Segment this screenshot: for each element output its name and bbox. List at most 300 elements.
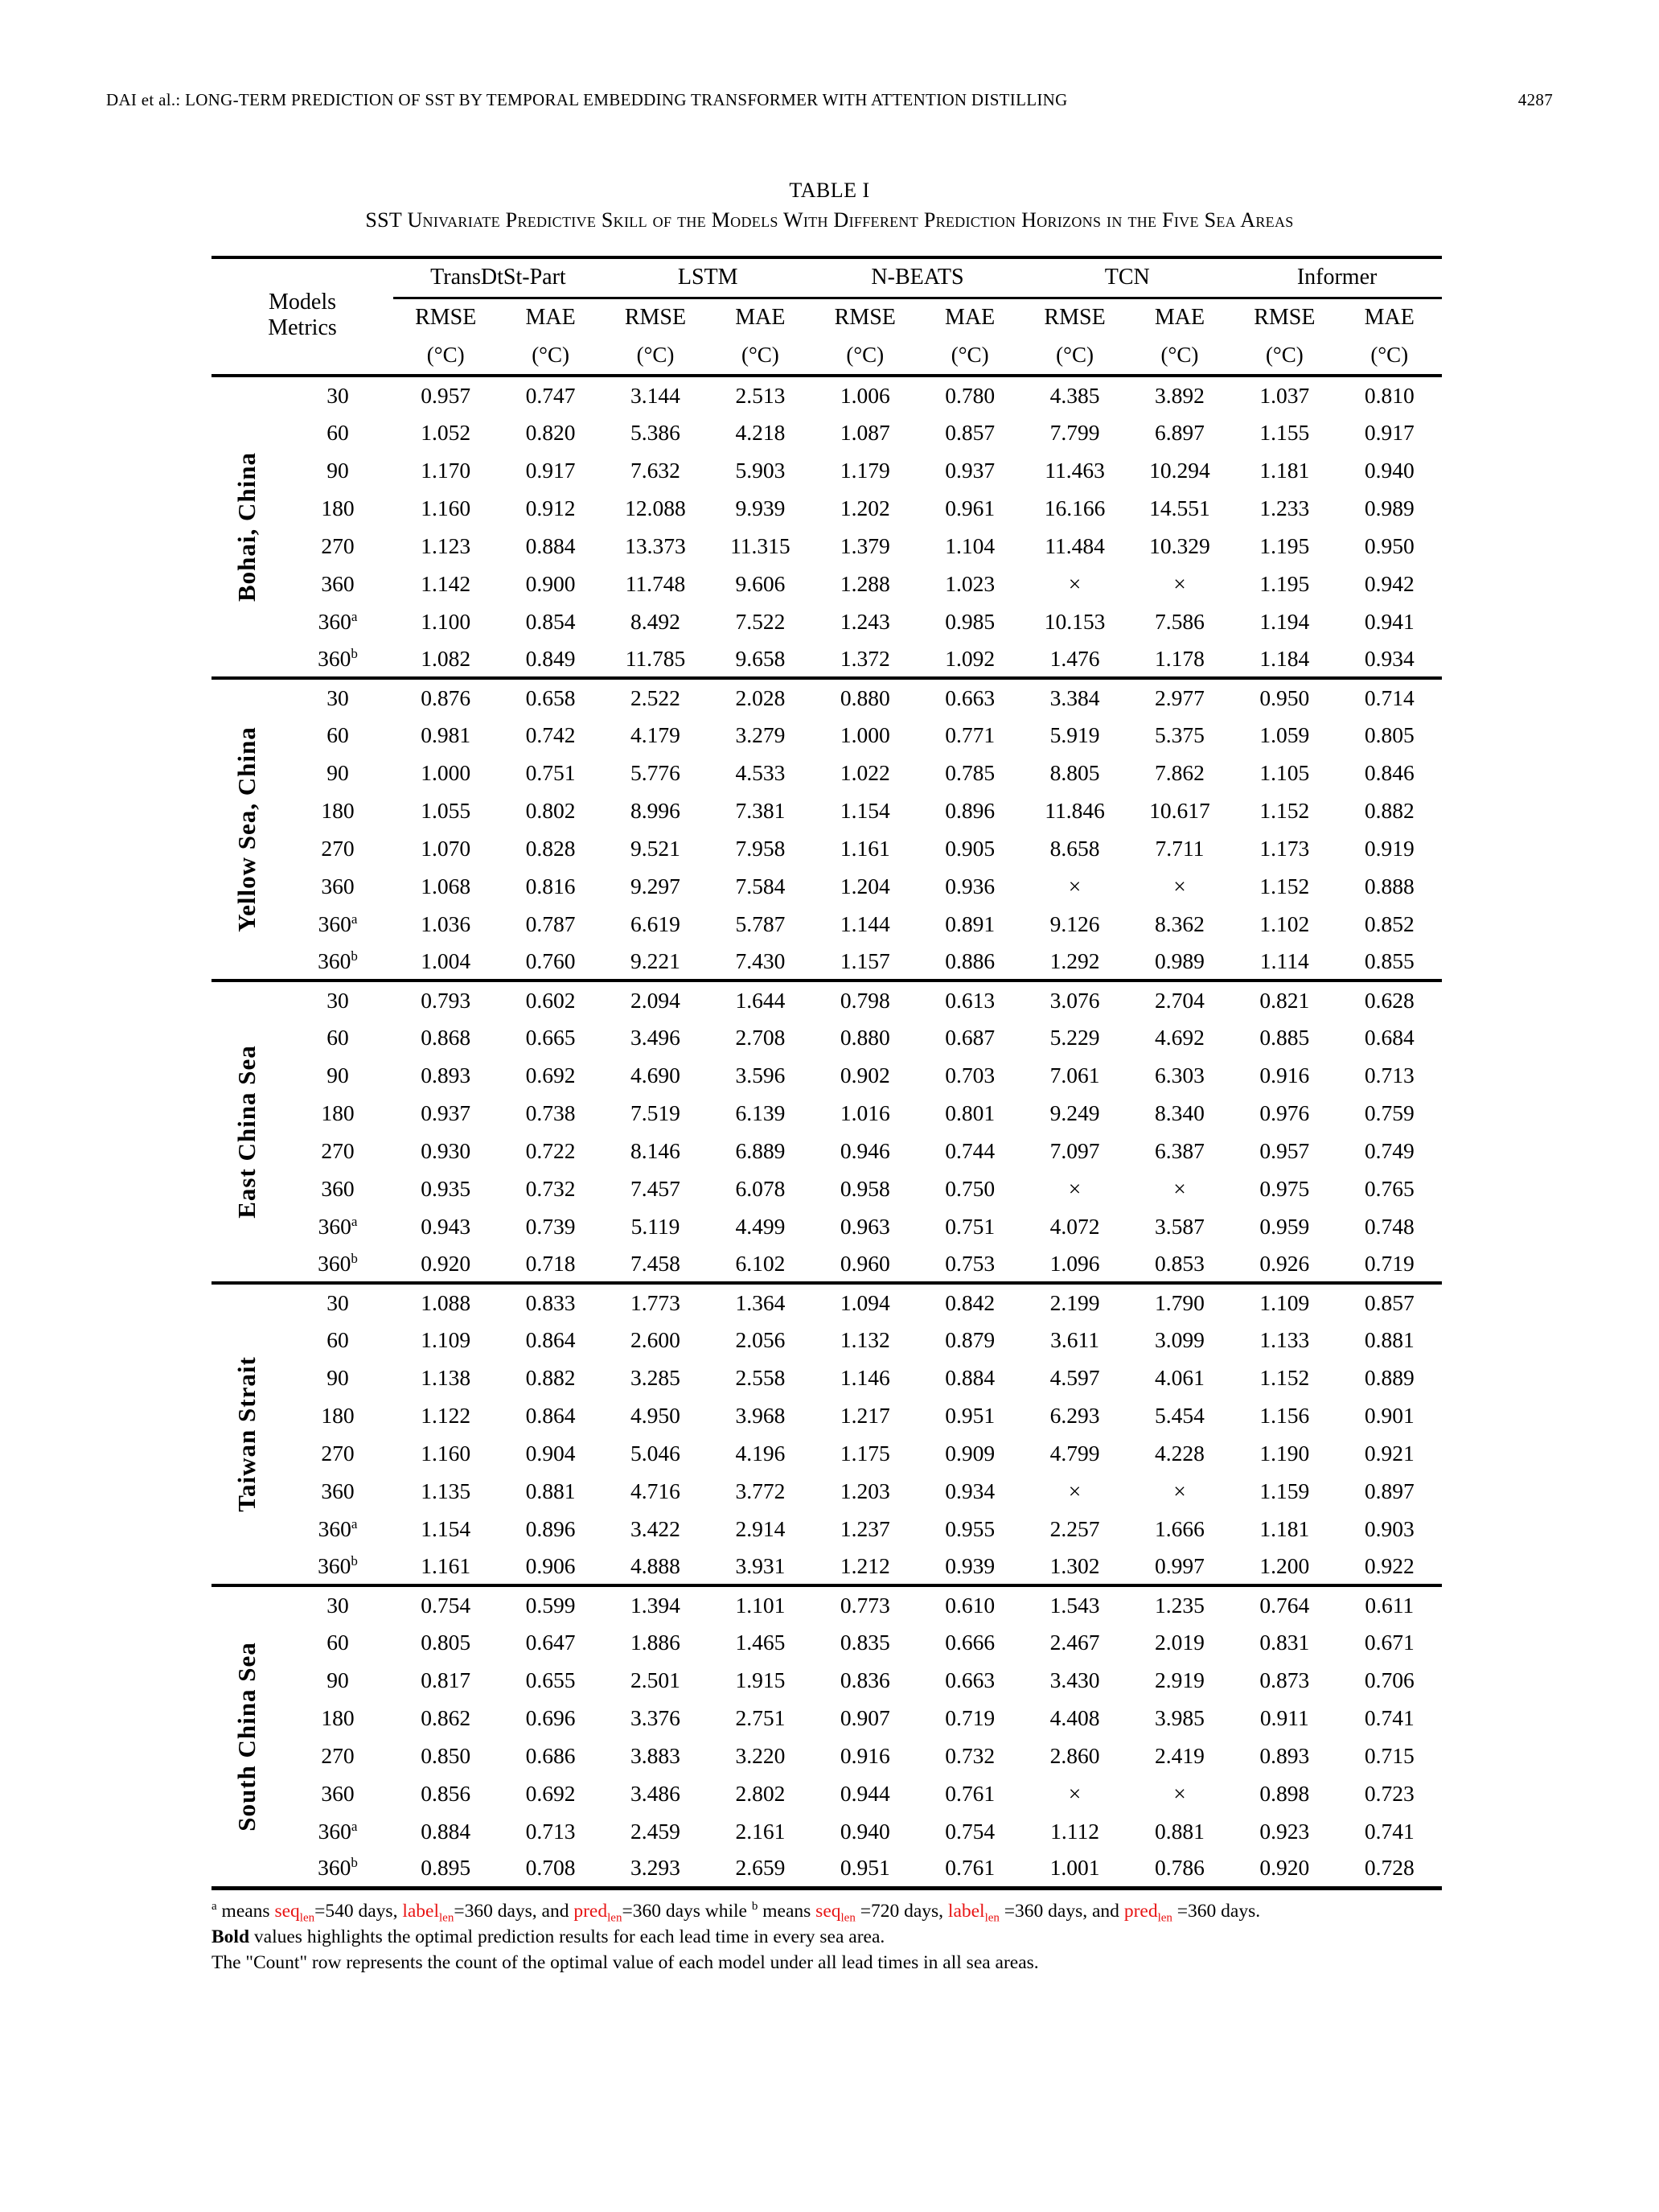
value-cell: 0.759 (1364, 1100, 1415, 1125)
value-cell: 0.897 (1364, 1478, 1415, 1503)
value-cell: 1.022 (840, 759, 890, 785)
value-cell: 1.179 (840, 457, 890, 483)
value-cell: 0.937 (421, 1100, 471, 1125)
lead-time-value: 30 (326, 1289, 349, 1315)
value-cell: 1.000 (421, 759, 471, 785)
value-cell: 7.862 (1155, 759, 1205, 785)
value-cell: 0.989 (1364, 495, 1415, 520)
footnote-segment: =360 days, and (454, 1901, 574, 1922)
value-cell: 11.463 (1045, 457, 1105, 483)
value-cell: 7.586 (1155, 608, 1205, 634)
value-cell: 7.632 (630, 457, 680, 483)
value-cell: 0.805 (1364, 722, 1415, 747)
footnote-line (211, 1950, 1450, 1976)
value-cell: 0.903 (1364, 1515, 1415, 1541)
value-cell: 0.754 (945, 1818, 996, 1844)
value-cell: 0.715 (1364, 1742, 1415, 1768)
value-cell: 0.802 (525, 797, 576, 823)
value-cell: 6.102 (735, 1250, 786, 1276)
models-metrics-corner (211, 257, 393, 376)
value-cell: 0.828 (525, 835, 576, 861)
value-cell: 0.749 (1364, 1137, 1415, 1163)
value-cell: 0.862 (421, 1704, 471, 1730)
value-cell: 0.719 (1364, 1250, 1415, 1276)
value-cell: 10.617 (1149, 797, 1210, 823)
lead-time-superscript: b (351, 948, 358, 964)
lead-time-value: 360 (318, 1515, 351, 1541)
value-cell: 3.883 (630, 1742, 680, 1768)
value-cell: 3.931 (735, 1552, 786, 1578)
table-row (211, 1850, 1442, 1888)
value-cell: 4.692 (1155, 1024, 1205, 1050)
value-cell: 11.315 (730, 532, 790, 558)
unit-header: (°C) (1232, 336, 1337, 376)
value-cell: 2.161 (735, 1818, 786, 1844)
value-cell: 0.873 (1259, 1667, 1310, 1692)
value-cell: 5.119 (630, 1213, 680, 1239)
value-cell: 3.430 (1049, 1667, 1100, 1692)
lead-time-value: 360 (321, 1780, 355, 1806)
value-cell: 7.799 (1049, 419, 1100, 445)
sst-skill-table (211, 256, 1442, 1890)
value-cell: 0.912 (525, 495, 576, 520)
table-row (211, 829, 1442, 867)
value-cell: 2.919 (1155, 1667, 1205, 1692)
value-cell: 0.881 (1155, 1818, 1205, 1844)
model-column-header: N-BEATS (813, 257, 1023, 298)
lead-time-cell (282, 1396, 393, 1434)
value-cell: 0.896 (525, 1515, 576, 1541)
value-cell: 1.379 (840, 532, 890, 558)
value-cell: 10.153 (1044, 608, 1106, 634)
value-cell: 4.950 (630, 1402, 680, 1428)
value-cell: × (1173, 1780, 1186, 1806)
value-cell: 4.061 (1155, 1364, 1205, 1390)
value-cell: 6.889 (735, 1137, 786, 1163)
value-cell: 0.713 (1364, 1062, 1415, 1087)
value-cell: 0.842 (918, 1283, 1022, 1321)
lead-time-value: 30 (326, 1592, 349, 1618)
value-cell: 0.686 (525, 1742, 576, 1768)
value-cell: 1.104 (945, 532, 996, 558)
lead-time-superscript: b (351, 645, 358, 661)
value-cell: 0.741 (1364, 1704, 1415, 1730)
table-row (211, 981, 1442, 1018)
table-row (211, 791, 1442, 829)
value-cell: × (1173, 570, 1186, 596)
value-cell: 2.257 (1049, 1515, 1100, 1541)
metric-header: RMSE (834, 304, 896, 330)
lead-time-value: 30 (326, 685, 349, 710)
value-cell: 0.732 (945, 1742, 996, 1768)
value-cell: 5.919 (1049, 722, 1100, 747)
value-cell: 6.387 (1155, 1137, 1205, 1163)
value-cell: 1.068 (421, 873, 471, 898)
value-cell: 0.955 (945, 1515, 996, 1541)
value-cell: 0.854 (525, 608, 576, 634)
value-cell: 0.960 (840, 1250, 890, 1276)
metric-header: MAE (1154, 304, 1205, 330)
footnote-segment: a (211, 1900, 217, 1914)
value-cell: 0.943 (421, 1213, 471, 1239)
value-cell: 1.181 (1259, 1515, 1310, 1541)
value-cell: 3.285 (630, 1364, 680, 1390)
value-cell: 1.132 (840, 1326, 890, 1352)
value-cell: 5.903 (735, 457, 786, 483)
value-cell: 1.094 (813, 1283, 918, 1321)
metric-header: RMSE (624, 304, 687, 330)
value-cell: 3.220 (735, 1742, 786, 1768)
value-cell: 0.718 (525, 1250, 576, 1276)
footnote-line (211, 1898, 1450, 1924)
value-cell: 1.302 (1049, 1552, 1100, 1578)
value-cell: 0.713 (525, 1818, 576, 1844)
value-cell: 0.846 (1364, 759, 1415, 785)
table-row (211, 527, 1442, 565)
table-row (211, 943, 1442, 981)
value-cell: 2.704 (1127, 981, 1232, 1018)
value-cell: 8.492 (630, 608, 680, 634)
footnote-segment: seq (274, 1901, 300, 1922)
lead-time-cell (282, 1321, 393, 1359)
lead-time-value: 270 (321, 532, 355, 558)
value-cell: 7.711 (1155, 835, 1205, 861)
value-cell: 1.217 (840, 1402, 890, 1428)
value-cell: 0.957 (1259, 1137, 1310, 1163)
value-cell: 3.279 (735, 722, 786, 747)
lead-time-value: 180 (321, 1704, 355, 1730)
value-cell: 0.754 (393, 1585, 498, 1623)
value-cell: 2.751 (735, 1704, 786, 1730)
value-cell: 0.611 (1337, 1585, 1442, 1623)
value-cell: 7.519 (630, 1100, 680, 1125)
value-cell: 7.457 (630, 1175, 680, 1201)
value-cell: 1.016 (840, 1100, 890, 1125)
lead-time-value: 60 (326, 419, 349, 445)
value-cell: 7.522 (735, 608, 786, 634)
value-cell: 0.893 (421, 1062, 471, 1087)
value-cell: 0.665 (525, 1024, 576, 1050)
value-cell: 1.155 (1259, 419, 1310, 445)
value-cell: 0.951 (840, 1855, 890, 1881)
sea-area-cell (211, 376, 282, 678)
value-cell: 2.802 (735, 1780, 786, 1806)
value-cell: 0.671 (1364, 1629, 1415, 1655)
value-cell: 4.228 (1155, 1440, 1205, 1466)
value-cell: 6.303 (1155, 1062, 1205, 1087)
value-cell: 0.738 (525, 1100, 576, 1125)
value-cell: 0.940 (840, 1818, 890, 1844)
footnote-segment: =360 days. (1172, 1901, 1261, 1922)
lead-time-cell (282, 1548, 393, 1585)
lead-time-value: 360 (318, 1552, 351, 1578)
value-cell: 7.061 (1049, 1062, 1100, 1087)
lead-time-superscript: b (351, 1552, 358, 1569)
value-cell: 1.109 (1232, 1283, 1337, 1321)
lead-time-cell (282, 1018, 393, 1056)
value-cell: 7.458 (630, 1250, 680, 1276)
lead-time-value: 90 (326, 1667, 349, 1692)
value-cell: 0.748 (1364, 1213, 1415, 1239)
unit-header: (°C) (498, 336, 602, 376)
value-cell: 1.114 (1259, 948, 1309, 973)
value-cell: 0.864 (525, 1402, 576, 1428)
value-cell: 0.655 (525, 1667, 576, 1692)
sea-area-label: Yellow Sea, China (232, 726, 261, 932)
value-cell: 10.294 (1149, 457, 1210, 483)
value-cell: 0.687 (945, 1024, 996, 1050)
value-cell: 0.961 (945, 495, 996, 520)
table-row (211, 1434, 1442, 1472)
value-cell: 0.939 (945, 1552, 996, 1578)
value-cell: 0.856 (421, 1780, 471, 1806)
table-row (211, 1812, 1442, 1850)
value-cell: × (1068, 1780, 1082, 1806)
value-cell: 1.175 (840, 1440, 890, 1466)
table-row (211, 1245, 1442, 1283)
value-cell: 0.703 (945, 1062, 996, 1087)
value-cell: 1.204 (840, 873, 890, 898)
value-cell: 0.647 (525, 1629, 576, 1655)
footnote-segment: label (402, 1901, 440, 1922)
value-cell: 0.917 (1364, 419, 1415, 445)
value-cell: 1.178 (1155, 645, 1205, 671)
value-cell: 1.112 (1050, 1818, 1099, 1844)
table-row (211, 1699, 1442, 1737)
lead-time-value: 360 (318, 1855, 351, 1881)
footnote-segment: =720 days, (855, 1901, 948, 1922)
value-cell: 9.297 (630, 873, 680, 898)
value-cell: 11.748 (625, 570, 686, 596)
value-cell: 0.911 (1259, 1704, 1309, 1730)
value-cell: 10.329 (1149, 532, 1210, 558)
value-cell: 0.886 (945, 948, 996, 973)
value-cell: 0.732 (525, 1175, 576, 1201)
lead-time-value: 270 (321, 1440, 355, 1466)
value-cell: 0.880 (813, 678, 918, 716)
lead-time-value: 180 (321, 495, 355, 520)
value-cell: 0.936 (945, 873, 996, 898)
footnote-segment: len (439, 1911, 454, 1925)
table-row (211, 1283, 1442, 1321)
table-row (211, 1585, 1442, 1623)
value-cell: 0.888 (1364, 873, 1415, 898)
value-cell: 4.408 (1049, 1704, 1100, 1730)
value-cell: 0.989 (1155, 948, 1205, 973)
value-cell: 0.942 (1364, 570, 1415, 596)
corner-metrics-label: Metrics (268, 315, 337, 340)
value-cell: 1.122 (421, 1402, 471, 1428)
value-cell: 1.364 (708, 1283, 812, 1321)
footnote-segment: =540 days, (314, 1901, 403, 1922)
value-cell: 0.628 (1337, 981, 1442, 1018)
lead-time-superscript: b (351, 1250, 358, 1266)
value-cell: 4.799 (1049, 1440, 1100, 1466)
value-cell: 8.146 (630, 1137, 680, 1163)
value-cell: 0.889 (1364, 1364, 1415, 1390)
value-cell: 5.386 (630, 419, 680, 445)
value-cell: 0.900 (525, 570, 576, 596)
value-cell: 1.036 (421, 911, 471, 936)
value-cell: 1.138 (421, 1364, 471, 1390)
value-cell: 1.156 (1259, 1402, 1310, 1428)
value-cell: 0.761 (945, 1780, 996, 1806)
value-cell: 0.853 (1155, 1250, 1205, 1276)
model-column-header: TransDtSt-Part (393, 257, 603, 298)
value-cell: 0.719 (945, 1704, 996, 1730)
lead-time-cell (282, 1434, 393, 1472)
lead-time-value: 180 (321, 797, 355, 823)
value-cell: 0.906 (525, 1552, 576, 1578)
value-cell: 6.139 (735, 1100, 786, 1125)
value-cell: 0.879 (945, 1326, 996, 1352)
footnote-segment: The "Count" row represents the count of the optimal value of each model under all lead times in all sea areas. (211, 1952, 1039, 1973)
value-cell: 5.454 (1155, 1402, 1205, 1428)
table-caption (0, 179, 1659, 232)
corner-models-label: Models (269, 289, 336, 315)
value-cell: 1.142 (421, 570, 471, 596)
unit-header: (°C) (603, 336, 708, 376)
value-cell: × (1173, 1175, 1186, 1201)
value-cell: 2.522 (603, 678, 708, 716)
value-cell: 1.070 (421, 835, 471, 861)
value-cell: 1.004 (421, 948, 471, 973)
lead-time-cell (282, 1283, 393, 1321)
lead-time-cell (282, 1774, 393, 1812)
table-row (211, 1661, 1442, 1699)
lead-time-superscript: b (351, 1855, 358, 1871)
value-cell: 0.747 (498, 376, 602, 413)
unit-header: (°C) (918, 336, 1022, 376)
value-cell: 0.963 (840, 1213, 890, 1239)
value-cell: 0.602 (498, 981, 602, 1018)
value-cell: 0.805 (421, 1629, 471, 1655)
metric-header: MAE (525, 304, 576, 330)
value-cell: 6.619 (630, 911, 680, 936)
lead-time-value: 360 (318, 1818, 351, 1844)
value-cell: 2.659 (735, 1855, 786, 1881)
table-row (211, 1774, 1442, 1812)
value-cell: 0.997 (1155, 1552, 1205, 1578)
value-cell: 0.751 (525, 759, 576, 785)
value-cell: 0.923 (1259, 1818, 1310, 1844)
footnote-segment: len (984, 1911, 1000, 1925)
unit-header: (°C) (708, 336, 812, 376)
value-cell: × (1068, 570, 1082, 596)
value-cell: 0.909 (945, 1440, 996, 1466)
value-cell: 11.785 (625, 645, 686, 671)
lead-time-cell (282, 376, 393, 413)
value-cell: 1.157 (840, 948, 890, 973)
value-cell: 1.123 (421, 532, 471, 558)
table-row (211, 1056, 1442, 1094)
corner-inner (211, 282, 393, 352)
lead-time-value: 90 (326, 1364, 349, 1390)
lead-time-cell (282, 489, 393, 527)
value-cell: 1.055 (421, 797, 471, 823)
value-cell: 0.852 (1364, 911, 1415, 936)
footnote-segment: b (751, 1900, 758, 1914)
value-cell: 1.202 (840, 495, 890, 520)
value-cell: 2.019 (1155, 1629, 1205, 1655)
lead-time-cell (282, 1699, 393, 1737)
sea-area-label: South China Sea (232, 1641, 261, 1832)
lead-time-cell (282, 829, 393, 867)
table-row (211, 1510, 1442, 1548)
value-cell: 0.708 (525, 1855, 576, 1881)
footnote-segment: len (1157, 1911, 1172, 1925)
value-cell: 0.786 (1155, 1855, 1205, 1881)
lead-time-value: 360 (321, 570, 355, 596)
value-cell: 0.950 (1232, 678, 1337, 716)
unit-header: (°C) (813, 336, 918, 376)
value-cell: 3.892 (1127, 376, 1232, 413)
lead-time-value: 30 (326, 382, 349, 408)
value-cell: 3.985 (1155, 1704, 1205, 1730)
value-cell: 9.521 (630, 835, 680, 861)
lead-time-cell (282, 1094, 393, 1132)
lead-time-value: 270 (321, 1742, 355, 1768)
value-cell: 1.666 (1155, 1515, 1205, 1541)
lead-time-cell (282, 1737, 393, 1774)
lead-time-value: 360 (318, 608, 351, 634)
value-cell: 1.006 (813, 376, 918, 413)
value-cell: 0.692 (525, 1780, 576, 1806)
lead-time-superscript: a (351, 911, 358, 927)
lead-time-cell (282, 1850, 393, 1888)
value-cell: 0.895 (421, 1855, 471, 1881)
value-cell: 3.384 (1022, 678, 1127, 716)
footnote-segment: pred (1123, 1901, 1158, 1922)
value-cell: 1.146 (840, 1364, 890, 1390)
lead-time-cell (282, 1207, 393, 1245)
footnote-segment: pred (573, 1901, 608, 1922)
table-row (211, 1170, 1442, 1207)
lead-time-value: 360 (321, 1478, 355, 1503)
model-column-header: TCN (1022, 257, 1232, 298)
value-cell: 4.716 (630, 1478, 680, 1503)
value-cell: 0.810 (1337, 376, 1442, 413)
value-cell: 6.897 (1155, 419, 1205, 445)
value-cell: 4.690 (630, 1062, 680, 1087)
lead-time-value: 180 (321, 1402, 355, 1428)
value-cell: 0.835 (840, 1629, 890, 1655)
value-cell: 0.820 (525, 419, 576, 445)
value-cell: 1.170 (421, 457, 471, 483)
value-cell: 0.793 (393, 981, 498, 1018)
value-cell: 0.817 (421, 1667, 471, 1692)
value-cell: 1.082 (421, 645, 471, 671)
value-cell: 0.723 (1364, 1780, 1415, 1806)
table-row (211, 565, 1442, 602)
lead-time-value: 60 (326, 722, 349, 747)
value-cell: 0.801 (945, 1100, 996, 1125)
value-cell: 1.159 (1259, 1478, 1310, 1503)
value-cell: 1.135 (421, 1478, 471, 1503)
value-cell: 5.046 (630, 1440, 680, 1466)
lead-time-superscript: a (351, 1515, 358, 1532)
footnote-segment: =360 days, and (999, 1901, 1124, 1922)
value-cell: 1.372 (840, 645, 890, 671)
value-cell: 0.916 (840, 1742, 890, 1768)
value-cell: 0.836 (840, 1667, 890, 1692)
table-row (211, 1132, 1442, 1170)
table-row (211, 413, 1442, 451)
metric-header: MAE (1364, 304, 1415, 330)
lead-time-cell (282, 1132, 393, 1170)
value-cell: 0.750 (945, 1175, 996, 1201)
value-cell: 1.087 (840, 419, 890, 445)
